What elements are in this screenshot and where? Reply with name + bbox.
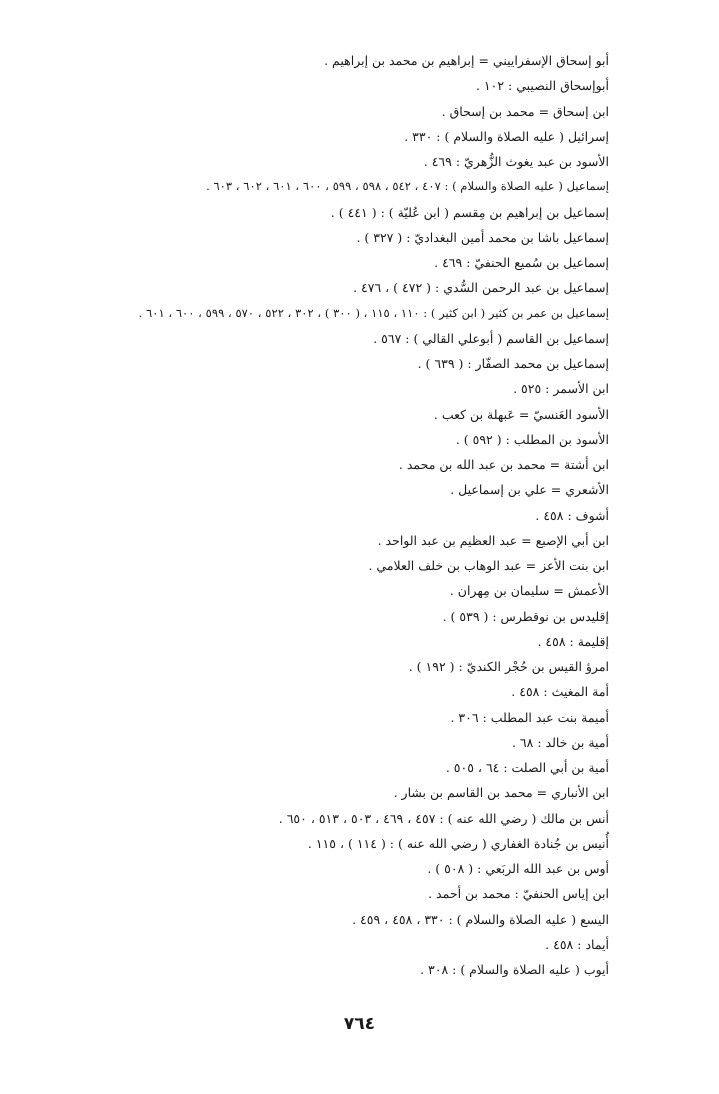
index-entry: إسماعيل بن القاسم ( أبوعلي القالي ) : ٥٦٧ . xyxy=(373,330,609,346)
index-entry: الأسود بن عبد يغوث الزُّهريّ : ٤٦٩ . xyxy=(423,154,609,169)
index-entry: ابن أبي الإصبع = عبد العظيم بن عبد الواحد . xyxy=(377,532,609,548)
index-entry: إقليمة : ٤٥٨ . xyxy=(537,633,609,649)
index-entry: الأسود بن المطلب : ( ٥٩٢ ) . xyxy=(455,431,609,447)
index-entry: أوس بن عبد الله الربَعي : ( ٥٠٨ ) . xyxy=(427,861,609,876)
index-entry: أُنيس بن جُنادة الغفاري ( رضي الله عنه ) : ( ١١٤ ) ، ١١٥ . xyxy=(307,835,609,851)
index-entry: الأشعري = علي بن إسماعيل . xyxy=(450,482,609,498)
index-entry: ابن بنت الأعز = عبد الوهاب بن خلف العلامي . xyxy=(368,558,609,573)
index-entry: ابن أشتة = محمد بن عبد الله بن محمد . xyxy=(398,457,609,472)
index-entry: إسماعيل باشا بن محمد أمين البغداديّ : ( ٣٢٧ ) . xyxy=(356,229,609,245)
index-entry: أشوف : ٤٥٨ . xyxy=(535,507,609,523)
index-entry: إسماعيل ( عليه الصلاة والسلام ) : ٤٠٧ ، ٥٤٢ ، ٥٩٨ ، ٥٩٩ ، ٦٠٠ ، ٦٠١ ، ٦٠٢ ، ٦٠٣ . xyxy=(206,179,609,194)
page-number: ٧٦٤ xyxy=(343,1014,376,1034)
index-entry: ابن إسحاق = محمد بن إسحاق . xyxy=(441,103,609,119)
index-entry: أميمة بنت عبد المطلب : ٣٠٦ . xyxy=(450,709,609,725)
index-entry: أمة المغيث : ٤٥٨ . xyxy=(511,684,609,700)
index-entry: ابن الأسمر : ٥٢٥ . xyxy=(513,381,609,397)
index-entry: أمية بن خالد : ٦٨ . xyxy=(511,734,609,750)
index-entry: إسماعيل بن محمد الصفّار : ( ٦٣٩ ) . xyxy=(417,356,609,371)
index-entry: إسماعيل بن عبد الرحمن السُّدي : ( ٤٧٢ ) ، ٤٧٦ . xyxy=(353,280,609,296)
index-entry: أبوإسحاق النصيبي : ١٠٢ . xyxy=(475,78,609,94)
index-list xyxy=(9,48,609,982)
index-entry: ابن الأنباري = محمد بن القاسم بن بشار . xyxy=(393,785,609,801)
index-entry: أنس بن مالك ( رضي الله عنه ) : ٤٥٧ ، ٤٦٩ ، ٥٠٣ ، ٥١٣ ، ٦٥٠ . xyxy=(278,810,609,826)
index-entry: إسماعيل بن عمر بن كثير ( ابن كثير ) : ١١٠ ، ١١٥ ، ( ٣٠٠ ) ، ٣٠٢ ، ٥٢٢ ، ٥٧٠ ، ٥٩٩ ، ٦٠٠ ، ٦٠١ . xyxy=(138,305,609,320)
index-entry: أبو إسحاق الإسفراييني = إبراهيم بن محمد بن إبراهيم . xyxy=(324,53,609,68)
index-entry: ابن إياس الحنفيّ : محمد بن أحمد . xyxy=(428,886,609,902)
index-entry: الأسود العَنسيّ = عَبهلة بن كعب . xyxy=(433,406,609,422)
index-entry: إقليدس بن نوقطرس : ( ٥٣٩ ) . xyxy=(442,608,609,624)
index-entry: الأعمش = سليمان بن مِهران . xyxy=(449,583,609,599)
index-entry: إسماعيل بن إبراهيم بن مِقسم ( ابن عُليّة ) : ( ٤٤١ ) . xyxy=(330,204,609,220)
index-entry: إسرائيل ( عليه الصلاة والسلام ) : ٣٣٠ . xyxy=(404,128,609,144)
index-entry: امرؤ القيس بن حُجْر الكنديّ : ( ١٩٢ ) . xyxy=(408,659,609,674)
index-entry: اليسع ( عليه الصلاة والسلام ) : ٣٣٠ ، ٤٥٨ ، ٤٥٩ . xyxy=(352,911,609,927)
index-entry: إسماعيل بن سُميع الحنفيّ : ٤٦٩ . xyxy=(434,255,609,270)
index-entry: أيماد : ٤٥٨ . xyxy=(545,936,609,952)
index-entry: أمية بن أبي الصلت : ٦٤ ، ٥٠٥ . xyxy=(445,760,609,775)
index-entry: أيوب ( عليه الصلاة والسلام ) : ٣٠٨ . xyxy=(420,962,609,977)
